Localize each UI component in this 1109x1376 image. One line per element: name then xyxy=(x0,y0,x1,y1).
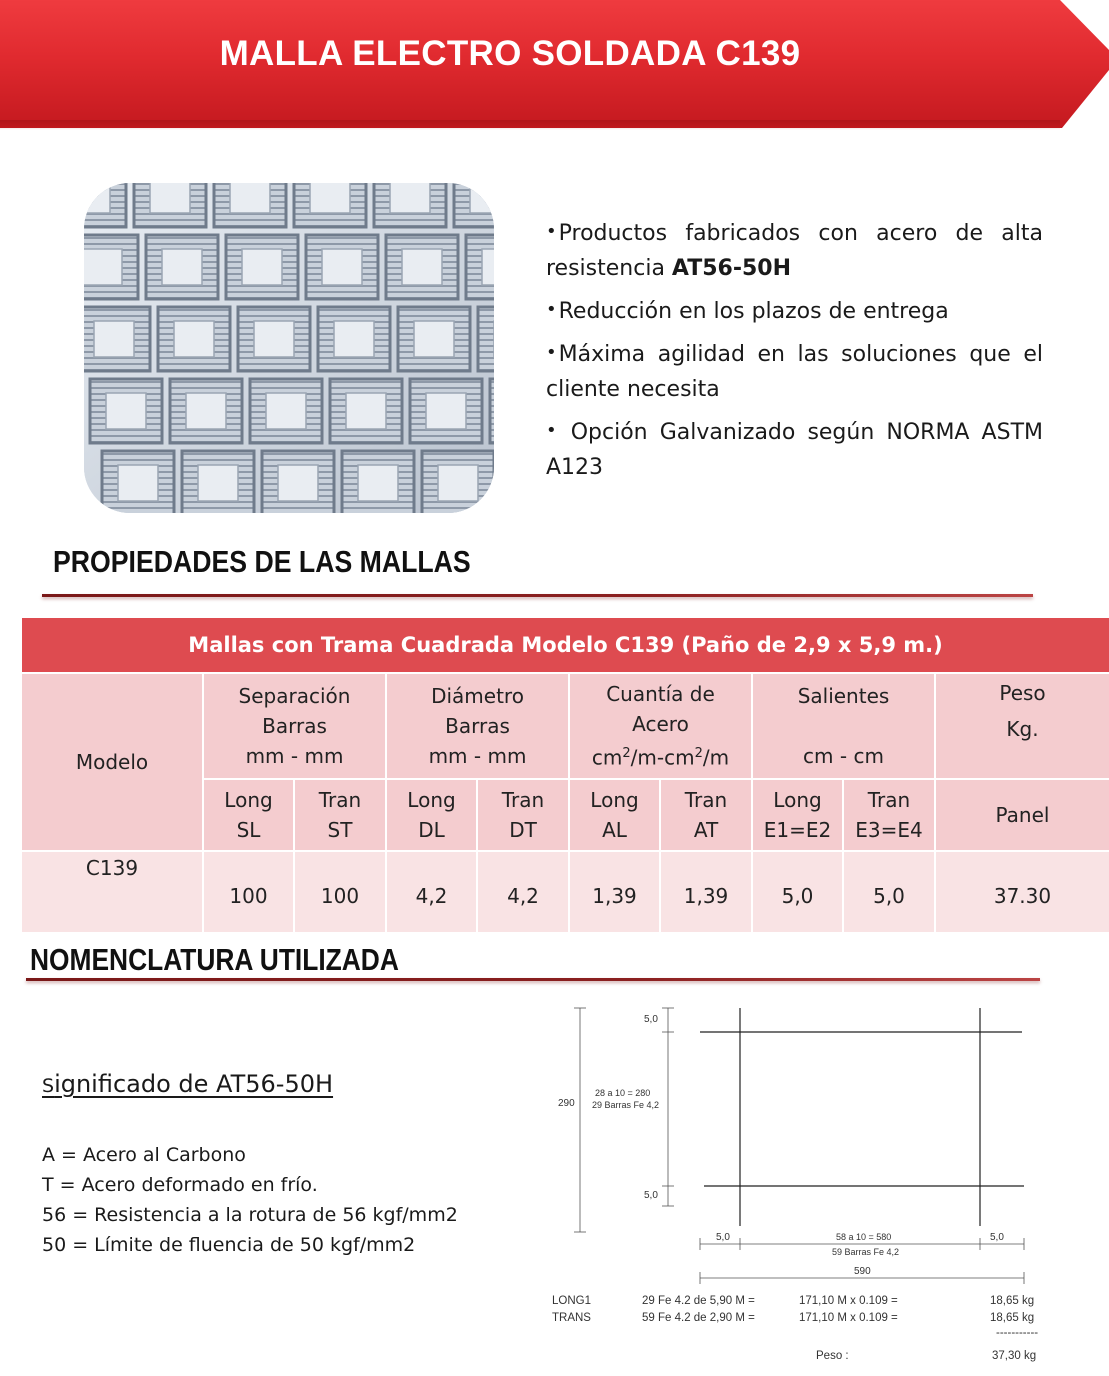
calc-formula: 59 Fe 4.2 de 2,90 M = xyxy=(642,1312,755,1324)
header-line: Salientes xyxy=(797,684,890,708)
calc-formula: 29 Fe 4.2 de 5,90 M = xyxy=(642,1295,755,1307)
cell-value: 4,2 xyxy=(386,851,477,933)
dim-290: 290 xyxy=(558,1098,575,1109)
subheader-panel: Panel xyxy=(935,779,1109,851)
cell-value: 37.30 xyxy=(935,851,1109,933)
mesh-cell xyxy=(250,379,322,443)
header-spacer xyxy=(753,711,934,741)
section-heading-nomenclature: NOMENCLATURA UTILIZADA xyxy=(30,942,399,977)
feature-item-steel xyxy=(546,214,1043,286)
dim-left: 5,0 xyxy=(716,1232,730,1243)
meaning-title-text: ignificado de AT56-50H xyxy=(54,1070,334,1098)
mesh-cell xyxy=(102,451,174,513)
cell-value: 4,2 xyxy=(477,851,569,933)
subheader-cell xyxy=(203,779,294,851)
feature-text: Opción Galvanizado según NORMA ASTM A123 xyxy=(546,420,1043,480)
mesh-cell xyxy=(158,307,230,371)
mesh-cell xyxy=(294,183,366,227)
meaning-line: 56 = Resistencia a la rotura de 56 kgf/mm2 xyxy=(42,1204,458,1226)
subheader-line: DL xyxy=(418,818,445,842)
banner-shadow xyxy=(0,120,1060,130)
unit-text: cm xyxy=(591,745,623,770)
subheader-cell xyxy=(660,779,752,851)
bullet-dot-icon: • xyxy=(546,221,557,242)
dim-right: 5,0 xyxy=(990,1232,1004,1243)
mesh-cell xyxy=(182,451,254,513)
dim-bottom: 5,0 xyxy=(644,1190,658,1201)
subheader-cell xyxy=(752,779,843,851)
cell-value: 5,0 xyxy=(752,851,843,933)
subheader-line: AL xyxy=(602,818,627,842)
meaning-list xyxy=(42,1140,458,1260)
header-line: Separación xyxy=(238,684,351,708)
subheader-cell xyxy=(477,779,569,851)
subheader-line: E3=E4 xyxy=(855,818,923,842)
meaning-line: 50 = Límite de fluencia de 50 kgf/mm2 xyxy=(42,1234,416,1256)
feature-item-agility xyxy=(546,335,1043,407)
header-line: Peso xyxy=(999,681,1046,705)
subheader-cell xyxy=(843,779,935,851)
dim-vertical-count: 29 Barras Fe 4,2 xyxy=(592,1100,660,1110)
cell-model: C139 xyxy=(21,851,203,933)
header-line: Cuantía de xyxy=(606,682,715,707)
calc-total-value: 37,30 kg xyxy=(992,1350,1037,1362)
subheader-line: DT xyxy=(509,818,537,842)
header-line: cm - cm xyxy=(803,744,884,768)
mesh-cell xyxy=(374,183,446,227)
mesh-cell xyxy=(226,235,298,299)
table-row xyxy=(21,851,1109,933)
mesh-cell xyxy=(146,235,218,299)
meaning-title xyxy=(42,1070,333,1098)
cell-value: 1,39 xyxy=(660,851,752,933)
header-line: Acero xyxy=(632,712,689,737)
header-modelo: Modelo xyxy=(21,673,203,851)
mesh-cell xyxy=(84,183,126,227)
mesh-cell xyxy=(490,379,494,443)
dim-top: 5,0 xyxy=(644,1014,658,1025)
cell-value: 5,0 xyxy=(843,851,935,933)
dim-horizontal-count: 59 Barras Fe 4,2 xyxy=(832,1247,900,1257)
weight-calculation xyxy=(552,1295,1047,1375)
bullet-dot-icon: • xyxy=(546,420,557,441)
subheader-line: Tran xyxy=(318,788,362,812)
mesh-cell xyxy=(410,379,482,443)
subheader-line: AT xyxy=(693,818,719,842)
mesh-cell xyxy=(342,451,414,513)
mesh-cell xyxy=(90,379,162,443)
subheader-cell xyxy=(294,779,386,851)
mesh-cell xyxy=(398,307,470,371)
bullet-dot-icon: • xyxy=(546,299,557,320)
subheader-line: Tran xyxy=(684,788,728,812)
subheader-cell xyxy=(386,779,477,851)
calc-label: LONG1 xyxy=(552,1295,591,1307)
mesh-illustration xyxy=(84,183,494,513)
subheader-line: Tran xyxy=(501,788,545,812)
mesh-cell xyxy=(422,451,494,513)
mesh-cell xyxy=(262,451,334,513)
unit-text: /m xyxy=(702,745,730,770)
mesh-cell xyxy=(134,183,206,227)
meaning-line: T = Acero deformado en frío. xyxy=(42,1174,318,1196)
subheader-line: SL xyxy=(236,818,261,842)
mesh-cell xyxy=(330,379,402,443)
subheader-line: Long xyxy=(407,788,456,812)
calc-separator: ----------- xyxy=(996,1327,1039,1339)
mesh-cell xyxy=(454,183,494,227)
header-separacion xyxy=(203,673,386,779)
calc-result: 18,65 kg xyxy=(990,1312,1035,1324)
header-line: mm - mm xyxy=(428,744,527,768)
cell-value: 100 xyxy=(203,851,294,933)
subheader-line: Long xyxy=(224,788,273,812)
subheader-line: E1=E2 xyxy=(763,818,832,842)
mesh-cell xyxy=(466,235,494,299)
mesh-photo xyxy=(84,183,494,513)
dim-vertical-bars: 28 a 10 = 280 xyxy=(595,1088,651,1098)
header-line: Barras xyxy=(445,714,510,738)
calc-product: 171,10 M x 0.109 = xyxy=(799,1312,898,1324)
calc-result: 18,65 kg xyxy=(990,1295,1035,1307)
table-caption: Mallas con Trama Cuadrada Modelo C139 (Paño de 2,9 x 5,9 m.) xyxy=(21,617,1109,673)
bullet-dot-icon: • xyxy=(546,342,557,363)
header-line: mm - mm xyxy=(245,744,344,768)
header-salientes xyxy=(752,673,935,779)
mesh-cell xyxy=(318,307,390,371)
unit-sup: 2 xyxy=(694,746,703,762)
cell-value: 1,39 xyxy=(569,851,660,933)
section-heading-properties: PROPIEDADES DE LAS MALLAS xyxy=(53,544,471,579)
mesh-cell xyxy=(214,183,286,227)
header-cuantia xyxy=(569,673,752,779)
subheader-line: Long xyxy=(590,788,639,812)
feature-list xyxy=(546,214,1043,491)
mesh-cell xyxy=(238,307,310,371)
mesh-cell xyxy=(170,379,242,443)
mesh-cell xyxy=(478,307,494,371)
section-divider xyxy=(26,978,1040,981)
feature-text-bold: AT56-50H xyxy=(671,256,792,281)
meaning-title-initial: S xyxy=(42,1075,55,1097)
header-units xyxy=(570,739,751,773)
subheader-cell xyxy=(569,779,660,851)
calc-total-label: Peso : xyxy=(816,1350,849,1362)
header-peso xyxy=(935,673,1109,779)
dim-horizontal-bars: 58 a 10 = 580 xyxy=(836,1232,892,1242)
unit-text: /m-cm xyxy=(630,745,695,770)
section-divider xyxy=(42,594,1033,597)
mesh-cell xyxy=(84,307,150,371)
header-line: Diámetro xyxy=(431,684,524,708)
calc-label: TRANS xyxy=(552,1312,591,1324)
feature-text: Productos fabricados con acero de alta resistencia xyxy=(546,221,1043,281)
subheader-line: Tran xyxy=(867,788,911,812)
subheader-line: Long xyxy=(773,788,822,812)
page-title: MALLA ELECTRO SOLDADA C139 xyxy=(219,34,801,73)
feature-item-delivery xyxy=(546,292,1043,329)
cell-value: 100 xyxy=(294,851,386,933)
meaning-line: A = Acero al Carbono xyxy=(42,1144,246,1166)
mesh-cell xyxy=(386,235,458,299)
dim-total: 590 xyxy=(854,1266,871,1277)
feature-text: Máxima agilidad en las soluciones que el cliente necesita xyxy=(546,342,1043,402)
mesh-cell xyxy=(84,235,138,299)
calc-product: 171,10 M x 0.109 = xyxy=(799,1295,898,1307)
subheader-line: ST xyxy=(327,818,353,842)
unit-sup: 2 xyxy=(622,746,631,762)
properties-table xyxy=(20,616,1109,934)
header-diametro xyxy=(386,673,569,779)
header-line: Kg. xyxy=(1006,717,1039,741)
mesh-cell xyxy=(306,235,378,299)
header-line: Barras xyxy=(262,714,327,738)
feature-text: Reducción en los plazos de entrega xyxy=(558,299,949,324)
feature-item-galvanized xyxy=(546,413,1043,485)
